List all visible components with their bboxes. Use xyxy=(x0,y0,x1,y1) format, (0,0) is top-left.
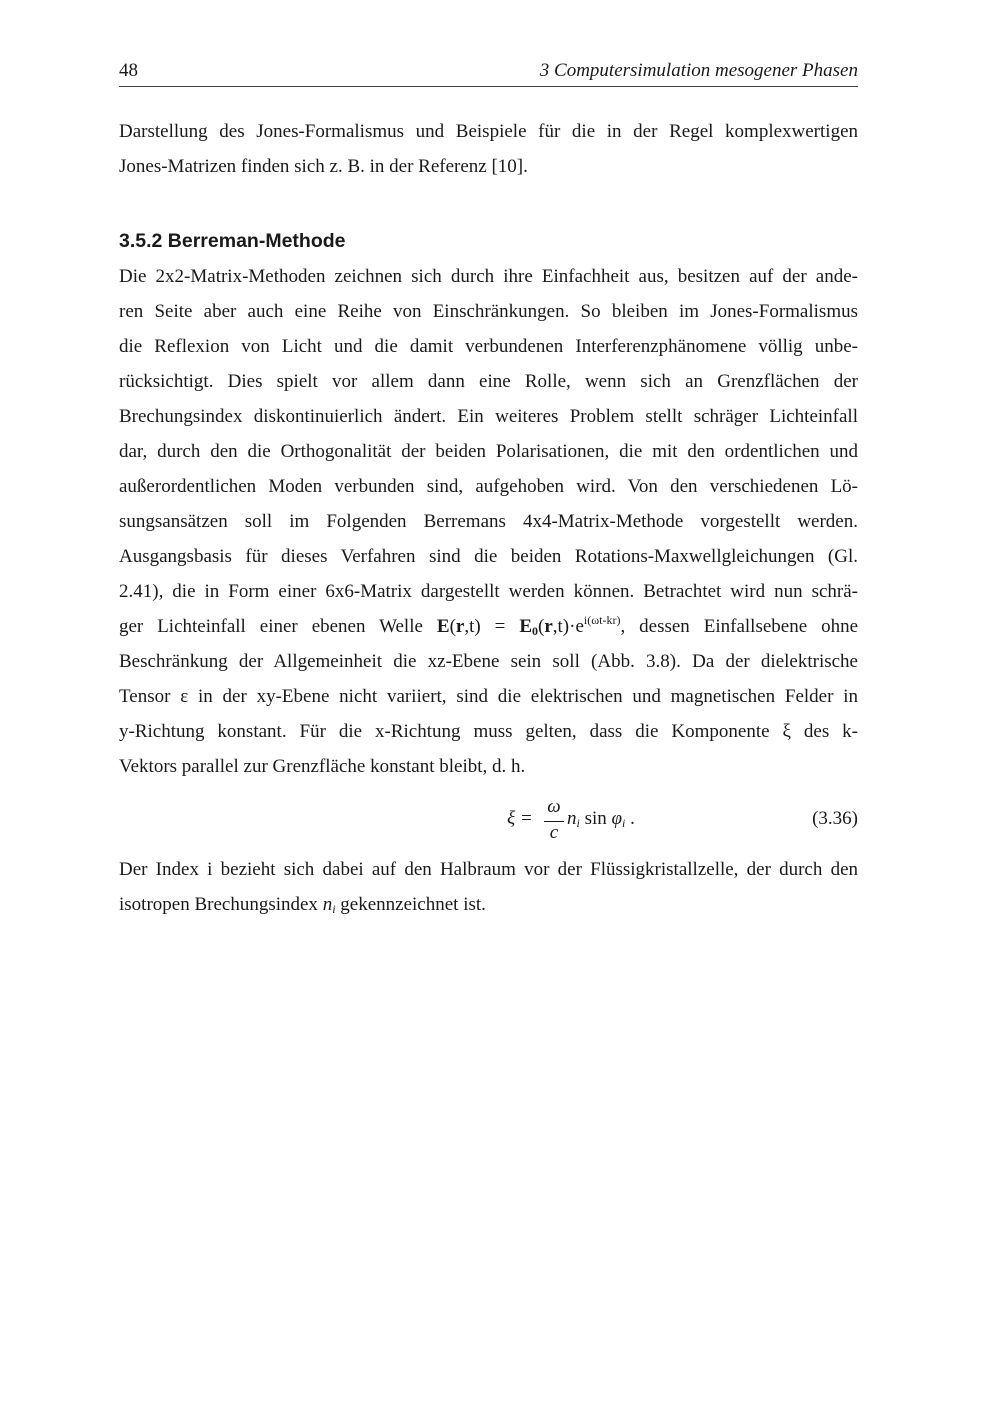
field-amplitude-E0: $E_0$ xyxy=(519,616,538,638)
text-line: 2.41), die in Form einer 6x6-Matrix dargestellt werden können. Betrachtet wird nun schrä- xyxy=(119,581,858,602)
text-line: Vektors parallel zur Grenzfläche konstant bleibt, d. h. xyxy=(119,756,526,777)
text-line: isotropen Brechungsindex $n_i$ gekennzeichnet ist. xyxy=(119,894,486,916)
fraction-denominator: c xyxy=(549,822,559,843)
text-fragment: ,t) = xyxy=(464,616,520,637)
page-header xyxy=(119,60,858,87)
text-line: y-Richtung konstant. Für die x-Richtung muss gelten, dass die Komponente ξ des k- xyxy=(119,721,858,742)
position-vector-r: r xyxy=(455,616,465,637)
exponent: i(ωt-kr) xyxy=(583,613,621,627)
page-number: 48 xyxy=(119,60,138,81)
wave-equation-line: ger Lichteinfall einer ebenen Welle $E(r,t) = E_0(r,t)\cdot e^{i(\omega t-kr)}$, dessen Einfallsebene ohne xyxy=(119,613,859,638)
text-fragment: , dessen Einfallsebene ohne xyxy=(620,616,859,637)
text-line: Ausgangsbasis für dieses Verfahren sind die beiden Rotations-Maxwellgleichungen (Gl. xyxy=(119,546,858,567)
text-fragment: ger Lichteinfall einer ebenen Welle xyxy=(119,616,423,637)
intro-paragraph xyxy=(119,114,858,184)
text-line: Beschränkung der Allgemeinheit die xz-Ebene sein soll (Abb. 3.8). Da der dielektrische xyxy=(119,651,858,672)
text-line: ren Seite aber auch eine Reihe von Einschränkungen. So bleiben im Jones-Formalismus xyxy=(119,301,858,322)
text-line: Der Index i bezieht sich dabei auf den Halbraum vor der Flüssigkristallzelle, der durch den xyxy=(119,859,858,880)
text-line: die Reflexion von Licht und die damit verbundenen Interferenzphänomene völlig unbe- xyxy=(119,336,858,357)
fraction-numerator: ω xyxy=(547,796,561,817)
text-line: dar, durch den die Orthogonalität der beiden Polarisationen, die mit den ordentlichen und xyxy=(119,441,858,462)
equation-rhs: $n_i$ $\sin \varphi_i$ . xyxy=(567,808,635,830)
equation-lhs: ξ = xyxy=(507,808,533,829)
body-paragraph xyxy=(119,259,858,784)
field-vector-E: E xyxy=(436,616,450,637)
section-heading: 3.5.2 Berreman-Methode xyxy=(119,230,346,252)
text-line: Darstellung des Jones-Formalismus und Beispiele für die in der Regel komplexwertigen xyxy=(119,121,858,142)
text-fragment: ,t)·e xyxy=(552,616,584,637)
running-title: 3 Computersimulation mesogener Phasen xyxy=(539,60,858,81)
text-line: Die 2x2-Matrix-Methoden zeichnen sich durch ihre Einfachheit aus, besitzen auf der ande- xyxy=(119,266,858,287)
text-line: rücksichtigt. Dies spielt vor allem dann eine Rolle, wenn sich an Grenzflächen der xyxy=(119,371,858,392)
equation-3-36 xyxy=(119,796,858,852)
closing-paragraph xyxy=(119,852,858,922)
text-line: Jones-Matrizen finden sich z. B. in der Referenz [10]. xyxy=(119,156,528,177)
equation-number: (3.36) xyxy=(812,808,858,829)
text-line: Brechungsindex diskontinuierlich ändert. Ein weiteres Problem stellt schräger Lichteinfall xyxy=(119,406,858,427)
text-line: außerordentlichen Moden verbunden sind, aufgehoben wird. Von den verschiedenen Lö- xyxy=(119,476,858,497)
text-line: Tensor ε in der xy-Ebene nicht variiert, sind die elektrischen und magnetischen Felder in xyxy=(119,686,858,707)
position-vector-r: r xyxy=(544,616,553,637)
text-line: sungsansätzen soll im Folgenden Berremans 4x4-Matrix-Methode vorgestellt werden. xyxy=(119,511,858,532)
